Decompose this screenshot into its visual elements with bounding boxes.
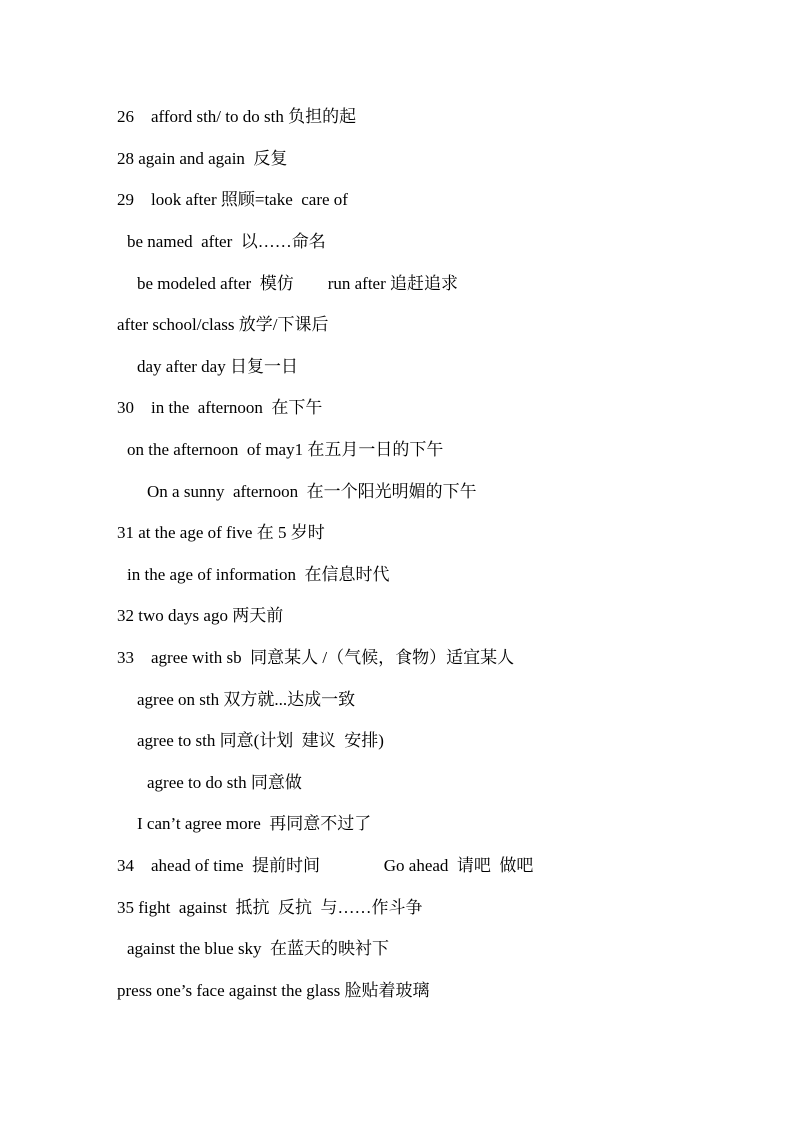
- text-line-afternoon-of-may1: on the afternoon of may1 在五月一日的下午: [127, 440, 444, 459]
- text-line-agree-to-sth: agree to sth 同意(计划 建议 安排): [137, 731, 384, 750]
- text-line-after-school: after school/class 放学/下课后: [117, 315, 329, 334]
- text-line-28: 28 again and again 反复: [117, 149, 288, 168]
- text-line-cant-agree-more: I can’t agree more 再同意不过了: [137, 814, 372, 833]
- text-line-29: 29 look after 照顾=take care of: [117, 190, 348, 209]
- text-line-named-after: be named after 以……命名: [127, 232, 326, 251]
- text-line-33: 33 agree with sb 同意某人 /（气候，食物）适宜某人: [117, 648, 515, 667]
- text-line-30: 30 in the afternoon 在下午: [117, 398, 323, 417]
- text-line-age-of-information: in the age of information 在信息时代: [127, 565, 390, 584]
- text-line-31: 31 at the age of five 在 5 岁时: [117, 523, 325, 542]
- text-line-agree-on: agree on sth 双方就...达成一致: [137, 690, 356, 709]
- text-line-day-after-day: day after day 日复一日: [137, 357, 298, 376]
- text-line-agree-to-do: agree to do sth 同意做: [147, 773, 302, 792]
- text-line-modeled-after: be modeled after 模仿 run after 追赶追求: [137, 274, 459, 293]
- text-line-against-blue-sky: against the blue sky 在蓝天的映衬下: [127, 939, 390, 958]
- text-line-32: 32 two days ago 两天前: [117, 606, 284, 625]
- text-line-sunny-afternoon: On a sunny afternoon 在一个阳光明媚的下午: [147, 482, 477, 501]
- text-line-26: 26 afford sth/ to do sth 负担的起: [117, 107, 357, 126]
- text-line-press-face: press one’s face against the glass 脸贴着玻璃: [117, 981, 430, 1000]
- text-line-34: 34 ahead of time 提前时间 Go ahead 请吧 做吧: [117, 856, 534, 875]
- text-line-35: 35 fight against 抵抗 反抗 与……作斗争: [117, 898, 423, 917]
